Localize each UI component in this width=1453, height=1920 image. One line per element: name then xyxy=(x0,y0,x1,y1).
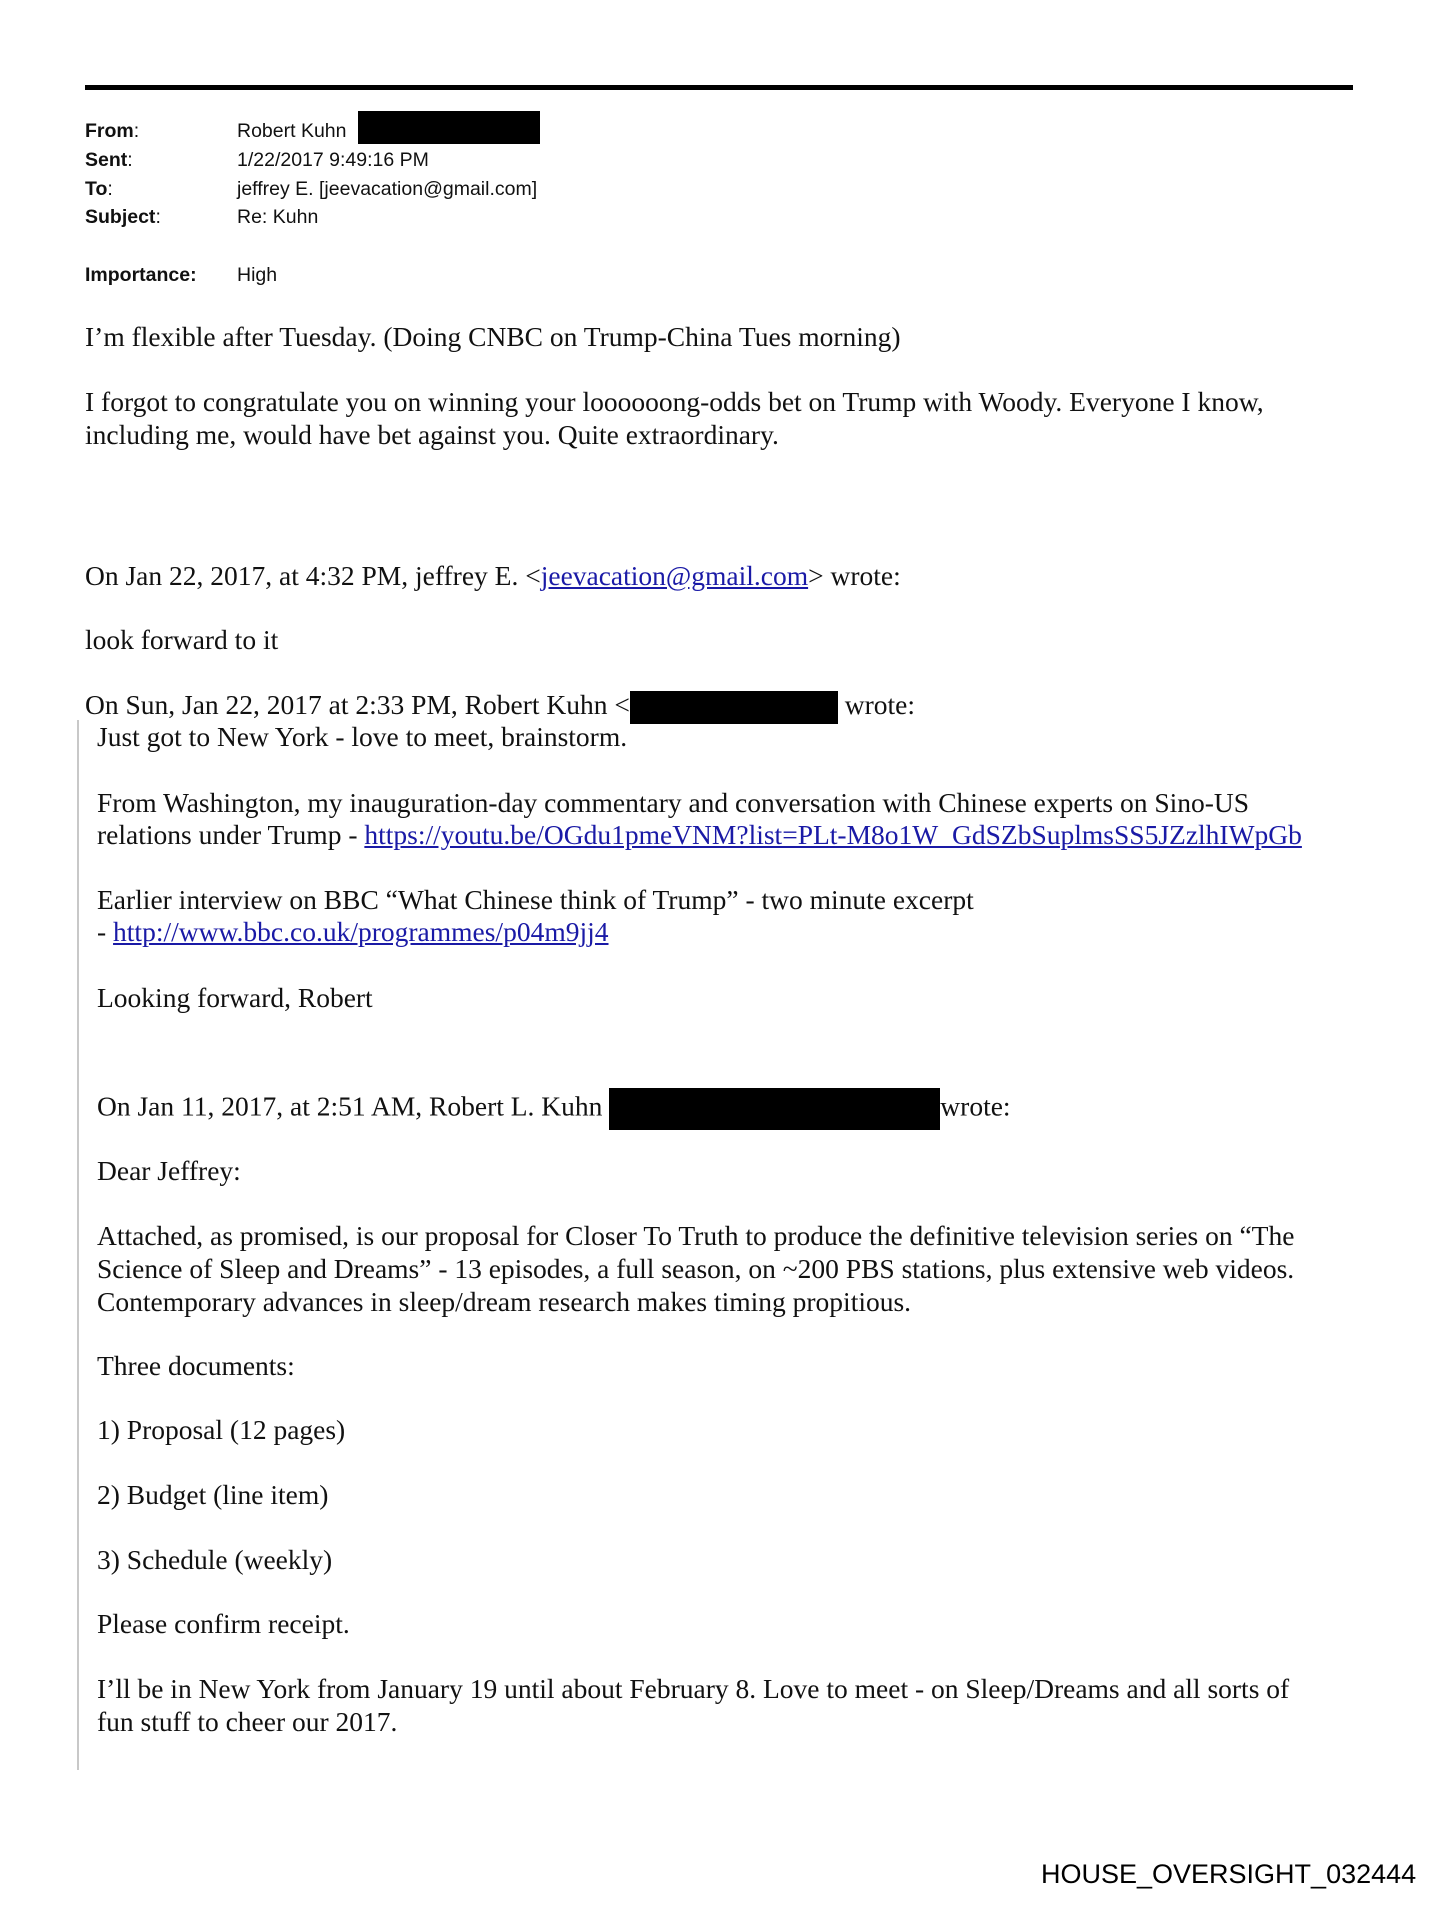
redaction-bar xyxy=(630,691,838,724)
quote-bar xyxy=(77,720,79,1770)
sent-label: Sent: xyxy=(85,149,133,171)
quoted-text: Looking forward, Robert xyxy=(97,982,373,1013)
quoted-text: I’ll be in New York from January 19 until about February 8. Love to meet - on Sleep/Dreams and all sorts of xyxy=(97,1673,1290,1704)
header-rule xyxy=(85,85,1353,90)
body-paragraph: I’m flexible after Tuesday. (Doing CNBC on Trump-China Tues morning) xyxy=(85,321,901,352)
quoted-text: relations under Trump - https://youtu.be/OGdu1pmeVNM?list=PLt-M8o1W_GdSZbSuplmsSS5JZzlhIWpGb xyxy=(97,819,1302,850)
quoted-text: Attached, as promised, is our proposal for Closer To Truth to produce the definitive television series on “The xyxy=(97,1220,1295,1251)
from-label: From: xyxy=(85,120,140,142)
redaction-bar xyxy=(358,111,540,144)
reply-text: look forward to it xyxy=(85,624,279,655)
quoted-text: From Washington, my inauguration-day commentary and conversation with Chinese experts on Sino-US xyxy=(97,787,1250,818)
from-value: Robert Kuhn xyxy=(237,120,347,142)
youtube-link[interactable]: https://youtu.be/OGdu1pmeVNM?list=PLt-M8o1W_GdSZbSuplmsSS5JZzlhIWpGb xyxy=(364,819,1302,850)
importance-value: High xyxy=(237,264,278,286)
quoted-text: Science of Sleep and Dreams” - 13 episodes, a full season, on ~200 PBS stations, plus extensive web videos. xyxy=(97,1253,1295,1284)
reply-intro: On Jan 11, 2017, at 2:51 AM, Robert L. Kuhn wrote: xyxy=(97,1088,1011,1130)
bates-number: HOUSE_OVERSIGHT_032444 xyxy=(1041,1859,1417,1889)
subject-label: Subject: xyxy=(85,206,161,228)
redaction-bar xyxy=(609,1088,940,1130)
subject-value: Re: Kuhn xyxy=(237,206,319,228)
body-paragraph: I forgot to congratulate you on winning your loooooong-odds bet on Trump with Woody. Everyone I know, xyxy=(85,386,1264,417)
quoted-text: Please confirm receipt. xyxy=(97,1608,350,1639)
to-value: jeffrey E. [jeevacation@gmail.com] xyxy=(237,178,538,200)
quoted-text: Three documents: xyxy=(97,1350,295,1381)
to-label: To: xyxy=(85,178,113,200)
quoted-text: Just got to New York - love to meet, brainstorm. xyxy=(97,721,628,752)
bbc-link[interactable]: http://www.bbc.co.uk/programmes/p04m9jj4 xyxy=(113,916,609,947)
quoted-text: fun stuff to cheer our 2017. xyxy=(97,1706,398,1737)
quoted-text: Contemporary advances in sleep/dream research makes timing propitious. xyxy=(97,1286,912,1317)
reply-intro: On Sun, Jan 22, 2017 at 2:33 PM, Robert Kuhn < wrote: xyxy=(85,688,915,724)
document-item: 2) Budget (line item) xyxy=(97,1479,329,1510)
reply-intro: On Jan 22, 2017, at 4:32 PM, jeffrey E. <jeevacation@gmail.com> wrote: xyxy=(85,560,901,591)
quoted-text: Earlier interview on BBC “What Chinese think of Trump” - two minute excerpt xyxy=(97,884,974,915)
importance-label: Importance: xyxy=(85,264,197,286)
document-item: 1) Proposal (12 pages) xyxy=(97,1414,346,1445)
quoted-text: Dear Jeffrey: xyxy=(97,1155,241,1186)
quoted-text: - http://www.bbc.co.uk/programmes/p04m9jj4 xyxy=(97,916,609,947)
body-paragraph: including me, would have bet against you. Quite extraordinary. xyxy=(85,419,779,450)
sent-value: 1/22/2017 9:49:16 PM xyxy=(237,149,429,171)
email-link[interactable]: jeevacation@gmail.com xyxy=(540,560,809,591)
document-item: 3) Schedule (weekly) xyxy=(97,1544,333,1575)
